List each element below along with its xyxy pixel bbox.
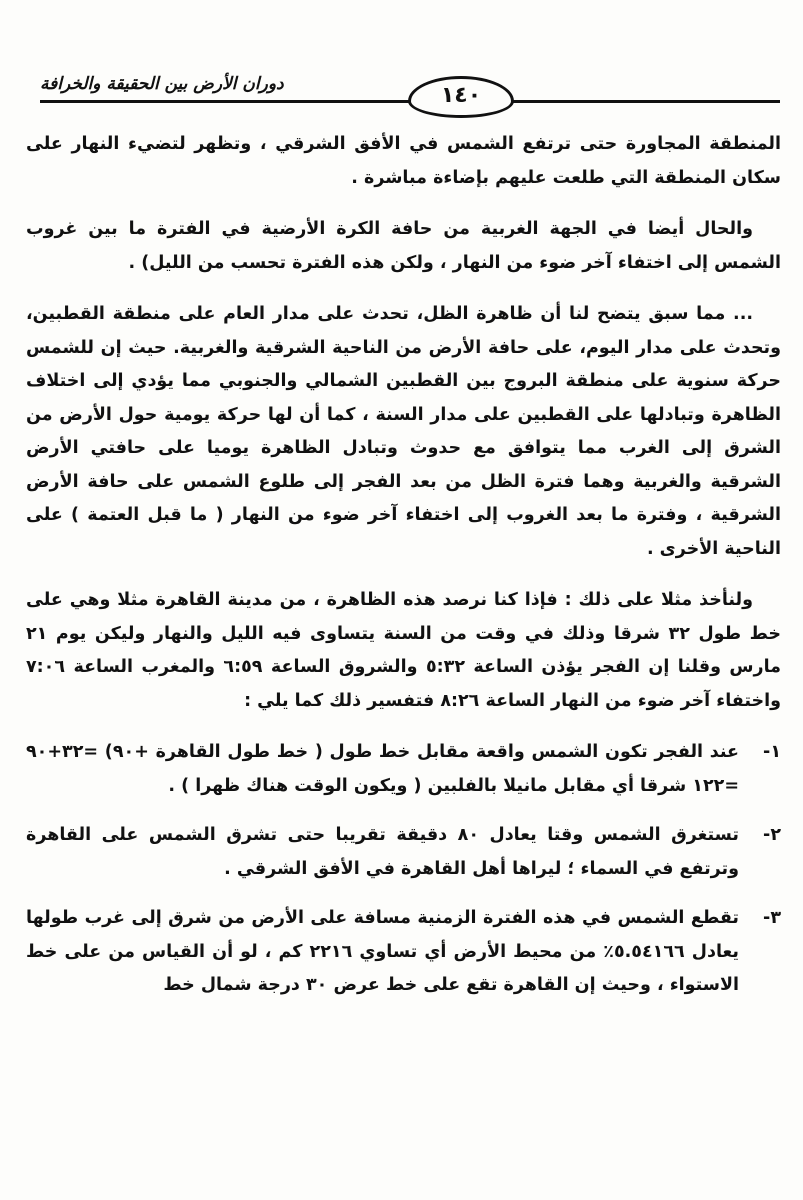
- paragraph: المنطقة المجاورة حتى ترتفع الشمس في الأفق الشرقي ، وتظهر لتضيء النهار على سكان المنطقة التي طلعت عليهم بإضاءة مباشرة .: [26, 134, 781, 188]
- paragraph: والحال أيضا في الجهة الغربية من حافة الكرة الأرضية في الفترة ما بين غروب الشمس إلى اختفاء آخر ضوء من النهار ، ولكن هذه الفترة تحسب من الليل) .: [26, 219, 781, 273]
- list-text: عند الفجر تكون الشمس واقعة مقابل خط طول ( خط طول القاهرة +٩٠) =٣٢+٩٠ =١٢٢ شرقا أي مقابل مانيلا بالفلبين ( ويكون الوقت هناك ظهرا ) .: [26, 742, 739, 796]
- page-header: [40, 62, 780, 112]
- page-body: [26, 128, 781, 1019]
- list-number: ٣-: [763, 908, 781, 928]
- list-text: تستغرق الشمس وقتا يعادل ٨٠ دقيقة تقريبا حتى تشرق الشمس على القاهرة وترتفع في السماء ؛ ليراها أهل القاهرة في الأفق الشرقي .: [26, 825, 739, 879]
- list-number: ٢-: [763, 825, 781, 845]
- list-item: [26, 819, 781, 886]
- list-item: [26, 736, 781, 803]
- list-text: تقطع الشمس في هذه الفترة الزمنية مسافة على الأرض من شرق إلى غرب طولها يعادل ٥.٥٤١٦٦٪ من محيط الأرض أي تساوي ٢٢١٦ كم ، لو أن القياس من على خط الاستواء ، وحيث إن القاهرة تقع على خط عرض ٣٠ درجة شمال خط: [26, 908, 739, 995]
- running-title: دوران الأرض بين الحقيقة والخرافة: [40, 74, 284, 94]
- paragraph: ولنأخذ مثلا على ذلك : فإذا كنا نرصد هذه الظاهرة ، من مدينة القاهرة مثلا وهي على خط طول ٣٢ شرقا وذلك في وقت من السنة يتساوى فيه الليل والنهار وليكن يوم ٢١ مارس وقلنا إن الفجر يؤذن الساعة ٥:٣٢ والشروق الساعة ٦:٥٩ والمغرب الساعة ٧:٠٦ واختفاء آخر ضوء من النهار الساعة ٨:٢٦ فتفسير ذلك كما يلي :: [26, 590, 782, 711]
- list-item: [26, 902, 781, 1003]
- list-number: ١-: [763, 742, 781, 762]
- paragraph: ... مما سبق يتضح لنا أن ظاهرة الظل، تحدث على مدار العام على منطقة القطبين، وتحدث على مدار اليوم، على حافة الأرض من الناحية الشرقية والغربية. حيث إن للشمس حركة سنوية على منطقة البروج بين القطبين الشمالي والجنوبي مما يؤدي إلى اختلاف الظاهرة وتبادلها على القطبين على مدار السنة ، كما أن لها حركة يومية حول الأرض من الشرق إلى الغرب مما يتوافق مع حدوث وتبادل الظاهرة يوميا على حافتي الأرض الشرقية والغربية وهما فترة الظل من بعد الفجر إلى طلوع الشمس على حافة الأرض الشرقية ، وفترة ما بعد الغروب إلى اختفاء آخر ضوء من النهار ( ما قبل العتمة ) على الناحية الأخرى .: [26, 304, 781, 559]
- page-number: ١٤٠: [408, 76, 514, 118]
